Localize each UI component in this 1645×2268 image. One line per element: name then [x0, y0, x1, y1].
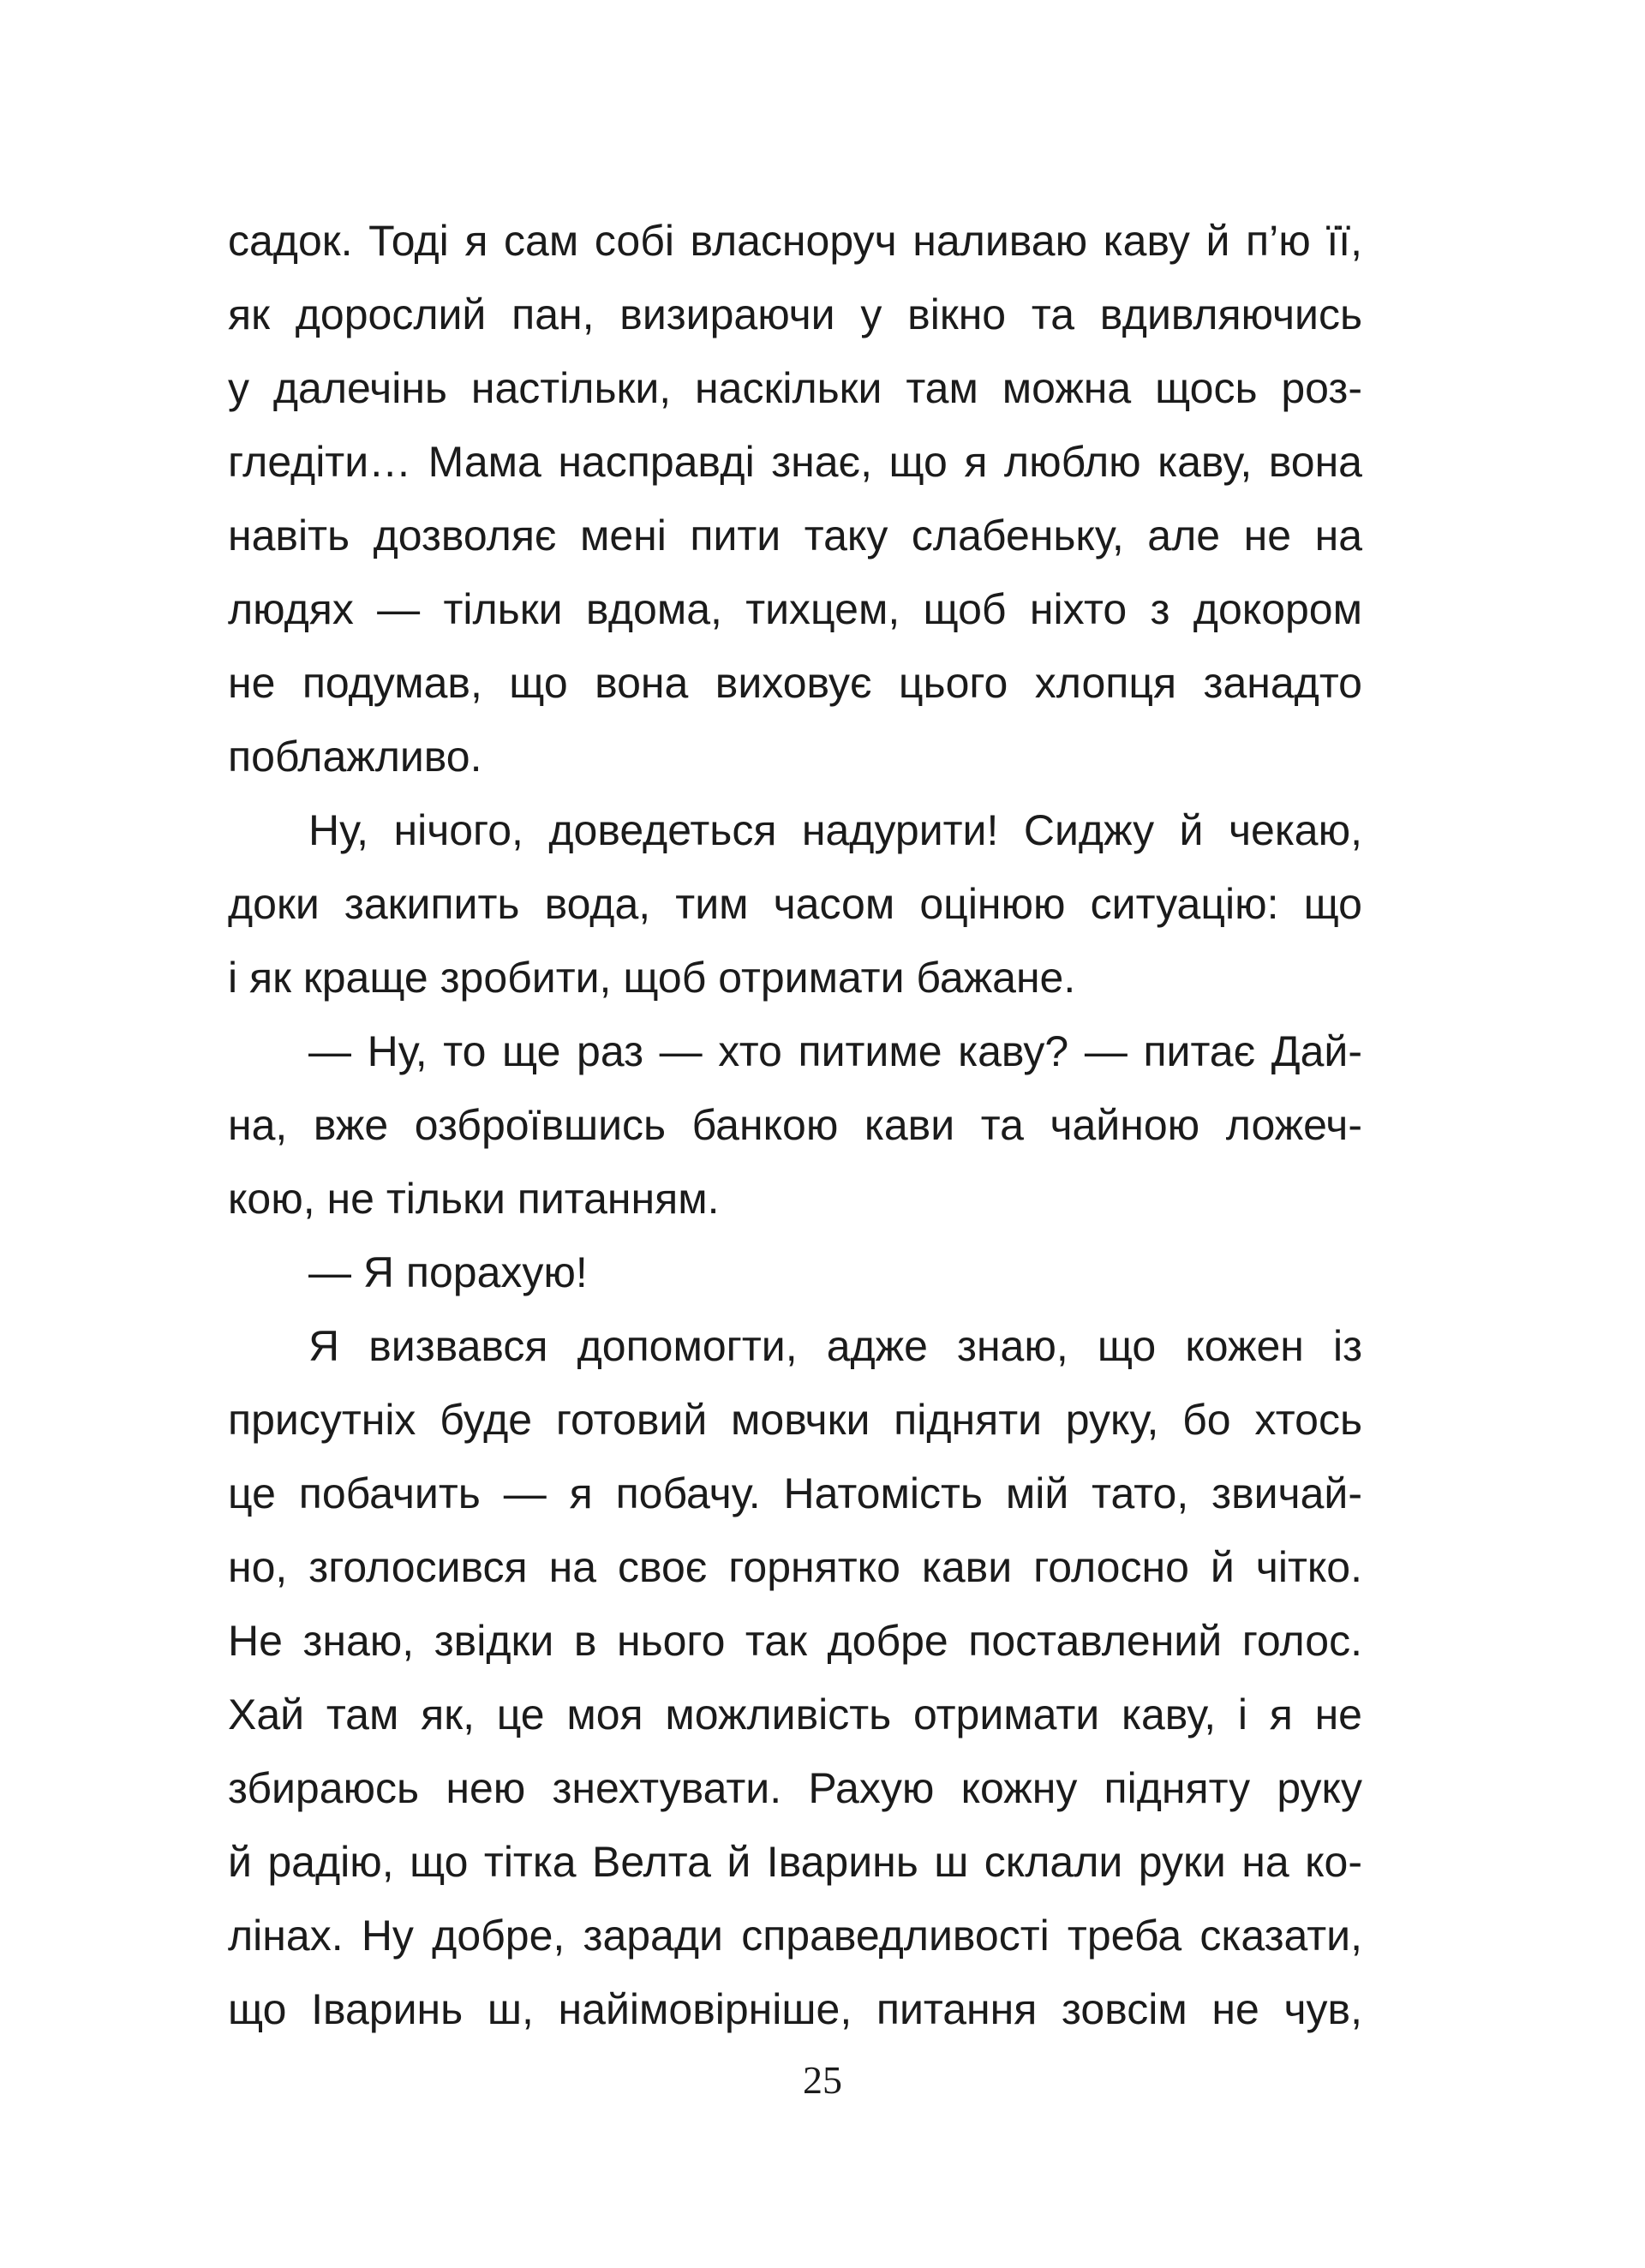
text-line: як дорослий пан, визираючи у вікно та вдивляючись	[228, 290, 1362, 338]
text-line: доки закипить вода, тим часом оцінюю ситуацію: що	[228, 880, 1362, 928]
text-line: лінах. Ну добре, заради справедливості треба сказати,	[228, 1912, 1362, 1960]
text-line: Я визвався допомогти, адже знаю, що кожен із	[308, 1322, 1362, 1370]
text-line: й радію, що тітка Велта й Іваринь ш склали руки на ко-	[228, 1838, 1362, 1886]
text-line: — Ну, то ще раз — хто питиме каву? — питає Дай-	[308, 1027, 1362, 1075]
text-line: садок. Тоді я сам собі власноруч наливаю каву й п’ю її,	[228, 217, 1362, 265]
text-line: поблажливо.	[228, 733, 482, 781]
text-line: гледіти… Мама насправді знає, що я люблю каву, вона	[228, 438, 1362, 486]
text-line: на, вже озброївшись банкою кави та чайною ложеч-	[228, 1101, 1362, 1149]
text-line: людях — тільки вдома, тихцем, щоб ніхто з докором	[228, 585, 1362, 633]
text-line: і як краще зробити, щоб отримати бажане.	[228, 954, 1076, 1002]
text-line: кою, не тільки питанням.	[228, 1175, 720, 1223]
page-number: 25	[803, 2058, 842, 2102]
text-line: присутніх буде готовий мовчки підняти руку, бо хтось	[228, 1396, 1362, 1444]
text-line: навіть дозволяє мені пити таку слабеньку, але не на	[228, 512, 1362, 560]
text-line: но, зголосився на своє горнятко кави голосно й чітко.	[228, 1543, 1362, 1591]
text-line: — Я порахую!	[308, 1248, 588, 1296]
text-line: Не знаю, звідки в нього так добре поставлений голос.	[228, 1617, 1362, 1665]
text-line: Хай там як, це моя можливість отримати каву, і я не	[228, 1691, 1362, 1738]
text-line: що Іваринь ш, найімовірніше, питання зовсім не чув,	[228, 1985, 1362, 2033]
text-line: це побачить — я побачу. Натомість мій тато, звичай-	[228, 1469, 1362, 1517]
text-line: не подумав, що вона виховує цього хлопця занадто	[228, 659, 1362, 707]
text-line: у далечінь настільки, наскільки там можна щось роз-	[228, 364, 1362, 412]
text-line: Ну, нічого, доведеться надурити! Сиджу й чекаю,	[308, 806, 1362, 854]
body-text	[228, 204, 1362, 2046]
text-line: збираюсь нею знехтувати. Рахую кожну підняту руку	[228, 1764, 1362, 1812]
